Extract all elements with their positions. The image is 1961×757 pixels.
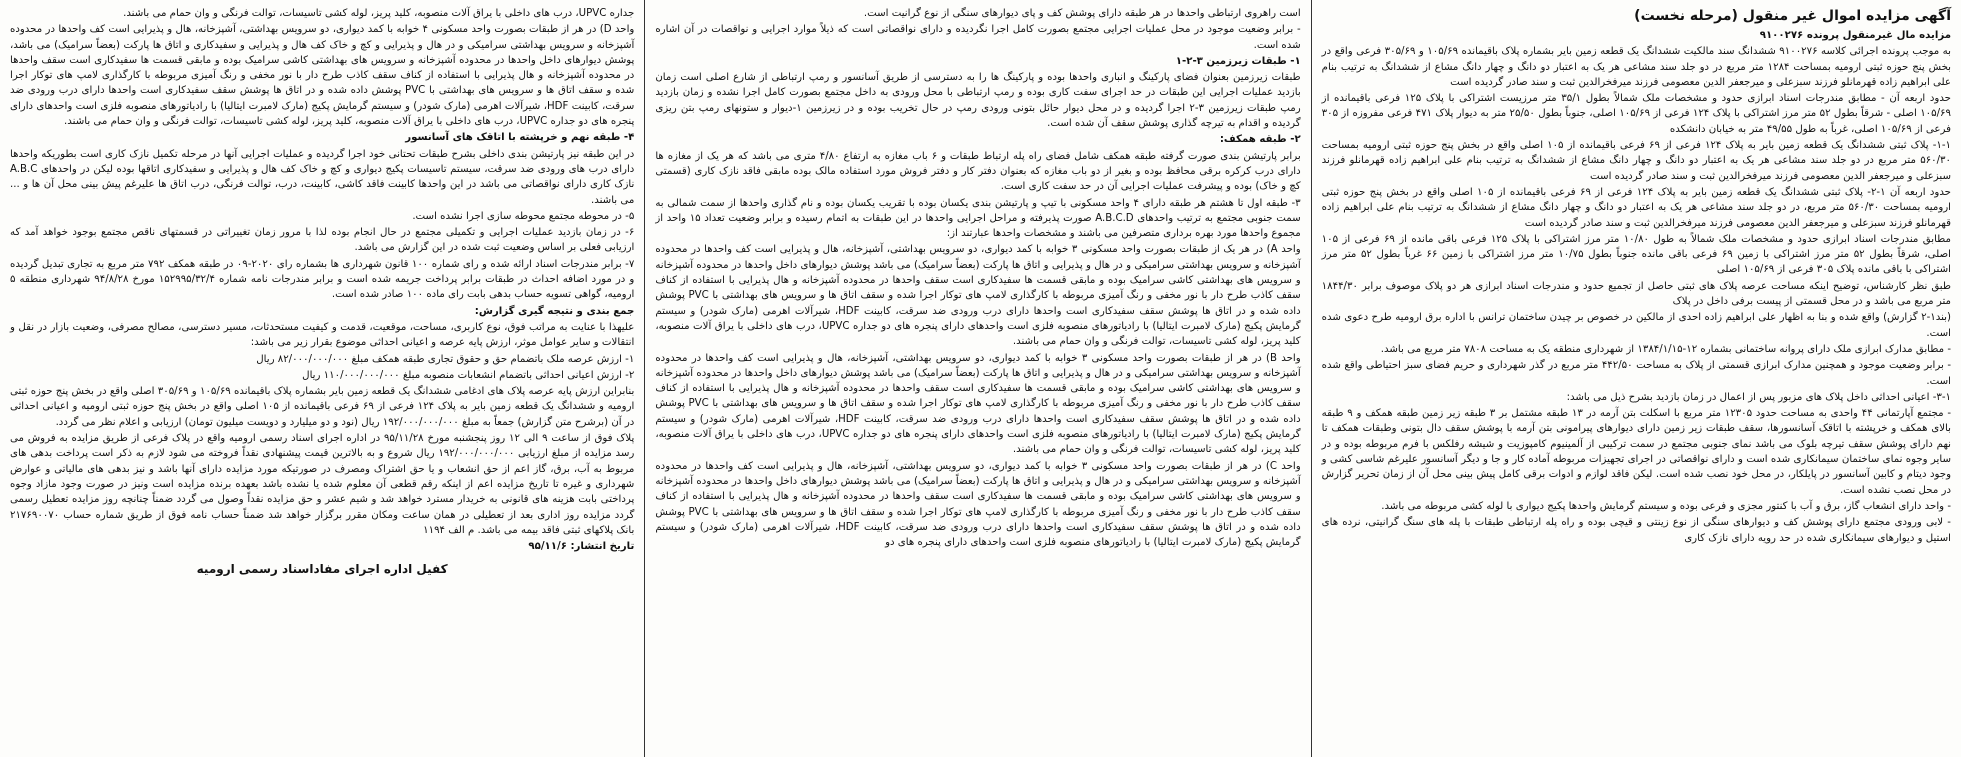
paragraph: واحد A) در هر یک از طبقات بصورت واحد مسکونی ۳ خوابه با کمد دیواری، دو سرویس بهداشتی، آشپزخانه، هال و پذیرایی است کف واحدها در محدوده آشپزخانه و سرویس بهداشتی سرامیکی و در هال و پذیرایی و اتاق ها پارکت (بعضاً سرامیک) می باشد پوشش دیوارهای داخل واحدها در محدوده آشپزخانه و سرویس های بهداشتی کاشی سرامیک بوده و مابقی قسمت ها سفیدکاری است سقف واحدها در محدوده آشپزخانه و هال پذیرایی با استفاده از کناف سقف کاذب طرح دار با نور مخفی و رنگ آمیزی مربوطه با کارگذاری لامپ های توکار اجرا شده و سقف اتاق ها و سرویس های بهداشتی با PVC پوشش داده شده و در اتاق ها پوشش سقف سفیدکاری است واحدها دارای درب ورودی ضد سرقت، کابینت HDF، شیرآلات اهرمی (مارک شودر) و سیستم گرمایش پکیج (مارک لامبرت ایتالیا) با رادیاتورهای منصوبه فلزی است واحدهای دارای پنجره های دو جداره UPVC، درب های داخلی با یراق آلات منصوبه، کلید پریز، لوله کشی تاسیسات، توالت فرنگی و وان حمام می باشند.: [655, 244, 1301, 348]
column-3: [0, 0, 644, 757]
paragraph: (بند۱-۲ گزارش) واقع شده و بنا به اظهار علی ابراهیم زاده احدی از مالکین در خصوص بر چیدن ساختمان ترانس با اداره برق ارومیه طرح دعوی شده است.: [1321, 312, 1951, 339]
paragraph: بنابراین ارزش پایه عرصه پلاک های ادغامی ششدانگ یک قطعه زمین بایر بشماره پلاک باقیمانده ۱۰۵/۶۹ و ۳۰۵/۶۹ اصلی واقع در بخش پنج حوزه ثبتی ارومیه و ششدانگ یک قطعه زمین بایر به پلاک ۱۲۴ فرعی از ۶۹ فرعی باقیمانده از ۱۰۵ اصلی واقع در بخش پنج حوزه ثبتی ارومیه و اعیانی احداثی در آن (برشرح متن گزارش) جمعاً به مبلغ ۱۹۲/۰۰۰/۰۰۰/۰۰۰ ریال (نود و دو میلیارد و دویست میلیون تومان) ارزیابی و اعلام نظر می گردد.: [9, 386, 635, 428]
paragraph: واحد D) در هر از طبقات بصورت واحد مسکونی ۴ خوابه با کمد دیواری، دو سرویس بهداشتی، آشپزخانه، هال و پذیرایی است کف واحدها در محدوده آشپزخانه و سرویس بهداشتی سرامیکی و در هال و پذیرایی و کچ و خاک کف هال و پذیرایی و سفیدکاری و اتاق ها پارکت (بعضاً سرامیک) می باشد، پوشش دیوارهای داخل واحدها در محدوده آشپزخانه و سرویس های بهداشتی کاشی سرامیک بوده و مابقی قسمت ها سفیدکاری است سقف واحدها در محدوده آشپزخانه و هال پذیرایی با استفاده از کناف سقف کاذب طرح دار با نور مخفی و رنگ آمیزی مربوطه با کارگذاری لامپ های توکار اجرا شده و سقف اتاق ها و سرویس های بهداشتی با PVC پوشش داده شده و در اتاق ها پوشش سقف سفیدکاری است واحدها دارای درب ورودی ضد سرقت، کابینت HDF، شیرآلات اهرمی (مارک شودر) و سیستم گرمایش پکیج (مارک لامبرت ایتالیا) با رادیاتورهای منصوبه فلزی است واحدهای دارای پنجره های دو جداره UPVC، درب های داخلی با یراق آلات منصوبه، کلید پریز، لوله کشی تاسیسات، توالت فرنگی و وان حمام می باشند.: [9, 24, 635, 128]
paragraph: ۱- ارزش عرصه ملک باتضمام حق و حقوق تجاری طبقه همکف مبلغ ۸۲/۰۰۰/۰۰۰/۰۰۰ ریال: [256, 353, 635, 365]
column-divider: [644, 0, 645, 757]
paragraph: ۶- در زمان بازدید عملیات اجرایی و تکمیلی مجتمع در حال انجام بوده لذا با مرور زمان تغییراتی در قسمتهای ناقص مجتمع بوجود خواهد آمد که ارزیابی فعلی بر اساس وضعیت ثبت شده در این گزارش می باشد.: [9, 227, 635, 254]
paragraph: برابر پارتیشن بندی صورت گرفته طبقه همکف شامل فضای راه پله ارتباط طبقات و ۶ باب مغازه به ارتفاع ۴/۸۰ متری می باشد که هر یک از مغازه ها دارای درب کرکره برقی محافظ بوده و بغیر از دو باب مغازه که بعنوان دفتر کار و دفتر فروش مورد استفاده مالک بوده مابقی فاقد نازک کاری (قسمتی کچ و خاک) بوده و پیشرفت عملیات اجرایی آن در حد سفت کاری است.: [655, 150, 1301, 193]
paragraph: به موجب پرونده اجرائی کلاسه ۹۱۰۰۲۷۶ ششدانگ سند مالکیت ششدانگ یک قطعه زمین بایر بشماره پلاک باقیمانده ۱۰۵/۶۹ و ۳۰۵/۶۹ فرعی واقع در بخش پنج حوزه ثبتی ارومیه بمساحت ۱۲۸۴ متر مربع در دو جلد سند مشاعی هر یک به اعتبار دو دانگ و چهار دانگ مشاع از ششدانگ به ترتیب بنام علی ابراهیم زاده قهرمانلو فرزند سبزعلی و میرجعفر الدین معصومی فرزند میرفخرالدین ثبت و سند صادر گردیده است: [1321, 46, 1951, 88]
publish-date: تاریخ انتشار: ۹۵/۱۱/۶: [528, 541, 635, 553]
section-heading: ۱- طبقات زیرزمین ۳-۲-۱: [1175, 55, 1301, 67]
section-heading: ۲- طبقه همکف:: [1219, 134, 1301, 146]
paragraph: جداره UPVC، درب های داخلی با یراق آلات منصوبه، کلید پریز، لوله کشی تاسیسات، توالت فرنگی و وان حمام می باشند.: [123, 8, 635, 19]
paragraph: ۲- ارزش اعیانی احداثی باتضمام انشعابات منصوبه مبلغ ۱۱۰/۰۰۰/۰۰۰/۰۰۰ ریال: [302, 369, 635, 381]
notice-title: آگهی مزایده اموال غیر منقول (مرحله نخست): [1634, 8, 1951, 24]
paragraph: است راهروی ارتباطی واحدها در هر طبقه دارای پوشش کف و پای دیوارهای سنگی از نوع گرانیت است.: [863, 8, 1301, 19]
paragraph: - برابر وضعیت موجود در محل عملیات اجرایی مجتمع بصورت کامل اجرا نگردیده و دارای نواقصاتی است که ذیلاً موارد اجرایی و نواقصات در آن اشاره شده است.: [655, 24, 1301, 51]
section-heading: ۴- طبقه نهم و خرپشته با اتاقک های آسانسور: [405, 132, 635, 144]
paragraph: طبق نظر کارشناس، توضیح اینکه مساحت عرصه پلاک های ثبتی حاصل از تجمیع حدود و مندرجات اسناد ابرازی هر دو پلاک موصوف برابر ۱۸۴۴/۳۰ متر مربع می باشد و در محل قسمتی از پیست برفی داخل در پلاک: [1321, 280, 1951, 308]
paragraph: - مجتمع آپارتمانی ۴۴ واحدی به مساحت حدود ۱۲۳۰۵ متر مربع با اسکلت بتن آرمه در ۱۳ طبقه مشتمل بر ۳ طبقه زیر زمین طبقه همکف و ۹ طبقه بالای همکف و خرپشته با اتاقک آسانسورها، سقف طبقات زیر زمین دارای دیوارهای پیرامونی بتن آرمه با پوشش سقف دال بتونی وطبقات همکف تا نهم دارای پوشش سقف تیرچه بلوک می باشد نمای جنوبی مجتمع در سمت ترکیبی از آلمینیوم کامپوزیت و شیشه رفلکس با فرم مربوطه بوده و در سایر وجوه نمای ساختمان سیمانکاری شده است و دارای نواقصاتی در اجرای تجهیزات مربوطه آماده کار و جا و دیگر آسانسور علیرغم شاسی کشی و وجود دیتام و کابین آسانسور در پایلکار، در محل خود نصب شده است. لیکن فاقد لوازم و ادوات برقی کامل پیش بینی محل آن از زمان تحریر گزارش در محل نصب نشده است.: [1321, 408, 1952, 496]
paragraph: ۳-۱- اعیانی احداثی داخل پلاک های مزبور پس از اعمال در زمان بازدید بشرح ذیل می باشد:: [1566, 391, 1951, 403]
paragraph: واحد B) در هر از طبقات بصورت واحد مسکونی ۳ خوابه با کمد دیواری، دو سرویس بهداشتی، آشپزخانه، هال و پذیرایی است کف واحدها در محدوده آشپزخانه و سرویس بهداشتی سرامیکی و در هال و پذیرایی و اتاق ها پارکت (بعضاً سرامیک) می باشد پوشش دیوارهای داخل واحدها در محدوده آشپزخانه و سرویس های بهداشتی کاشی سرامیک بوده و مابقی قسمت ها سفیدکاری است سقف واحدها در محدوده آشپزخانه و هال پذیرایی با استفاده از کناف سقف کاذب طرح دار با نور مخفی و رنگ آمیزی مربوطه با کارگذاری لامپ های توکار اجرا شده و سقف اتاق ها و سرویس های بهداشتی با PVC پوشش داده شده و در اتاق ها پوشش سقف سفیدکاری است واحدها دارای درب ورودی ضد سرقت، کابینت HDF، شیرآلات اهرمی (مارک شودر) و سیستم گرمایش پکیج (مارک لامبرت ایتالیا) با رادیاتورهای منصوبه فلزی است واحدهای دارای پنجره های دو جداره UPVC، درب های داخلی با یراق آلات منصوبه، کلید پریز، لوله کشی تاسیسات، توالت فرنگی و وان حمام می باشند.: [655, 352, 1301, 456]
signature: کفیل اداره اجرای مفاداسناد رسمی ارومیه: [196, 562, 448, 577]
column-2: [645, 0, 1310, 757]
paragraph: ۱-۱- پلاک ثبتی ششدانگ یک قطعه زمین بایر به پلاک ۱۲۴ فرعی از ۶۹ فرعی باقیمانده از ۱۰۵ اصلی واقع در بخش پنج حوزه ثبتی ارومیه بمساحت ۵۶۰/۳۰ متر مربع در دو جلد سند مشاعی هر یک به اعتبار دو دانگ و چهار دانگ مشاع از ششدانگ به ترتیب بنام علی ابراهیم زاده قهرمانلو فرزند سبزعلی و میرجعفر الدین معصومی فرزند میرفخرالدین ثبت و سند صادر گردیده است: [1321, 140, 1952, 182]
paragraph: - لابی ورودی مجتمع دارای پوشش کف و دیوارهای سنگی از نوع زینتی و قیچی بوده و راه پله ارتباطی طبقات با پله های سنگ گرانیتی، نرده های استیل و دیوارهای سیمانکاری شده در حد رویه دارای نازک کاری: [1321, 517, 1951, 544]
column-divider: [1311, 0, 1312, 757]
paragraph: ۵- در محوطه مجتمع محوطه سازی اجرا نشده است.: [412, 210, 635, 222]
file-number: مزایده مال غیرمنقول پرونده ۹۱۰۰۲۷۶: [1759, 30, 1951, 41]
paragraph: ۷- برابر مندرجات اسناد ارائه شده و رای شماره ۱۰۰ قانون شهرداری ها بشماره رای ۲۰۲۰-۰۹ در طبقه همکف ۷۹۲ متر مربع به تجاری تبدیل گردیده و در مورد اضافه احداث در طبقات برابر پرداخت جریمه شده است و برابر مندرجات نامه شماره ۱۵۲۹۹۵/۳۲/۴ مورخ ۹۴/۸/۲۸ شهرداری منطقه ۵ ارومیه، گواهی تسویه حساب بدهی بابت رای ماده ۱۰۰ صادر شده است.: [9, 258, 635, 301]
section-heading: جمع بندی و نتیجه گیری گزارش:: [474, 305, 635, 317]
paragraph: - برابر وضعیت موجود و همچنین مدارک ابرازی قسمتی از پلاک به مساحت ۴۴۲/۵۰ متر مربع در گذر شهرداری و حریم فضای سبز احتیاطی واقع شده است.: [1321, 360, 1952, 387]
paragraph: واحد C) در هر از طبقات بصورت واحد مسکونی ۳ خوابه با کمد دیواری، دو سرویس بهداشتی، آشپزخانه، هال و پذیرایی است کف واحدها در محدوده آشپزخانه و سرویس بهداشتی سرامیکی و در هال و پذیرایی و اتاق ها پارکت (بعضاً سرامیک) می باشد پوشش دیوارهای داخل واحدها در محدوده آشپزخانه و سرویس های بهداشتی کاشی سرامیک بوده و مابقی قسمت ها سفیدکاری است سقف واحدها در محدوده آشپزخانه و هال پذیرایی با استفاده از کناف سقف کاذب طرح دار با نور مخفی و رنگ آمیزی مربوطه با کارگذاری لامپ های توکار اجرا شده و سقف اتاق ها و سرویس های بهداشتی با PVC پوشش داده شده و در اتاق ها پوشش سقف سفیدکاری است واحدها دارای درب ورودی ضد سرقت، کابینت HDF، شیرآلات اهرمی (مارک شودر) و سیستم گرمایش پکیج (مارک لامبرت ایتالیا) با رادیاتورهای منصوبه فلزی است واحدهای دارای پنجره های دو: [655, 460, 1301, 549]
paragraph: مطابق مندرجات اسناد ابرازی حدود و مشخصات ملک شمالاً به طول ۱۰/۸۰ متر مرز اشتراکی با پلاک ۱۲۵ فرعی باقی مانده از ۶۹ فرعی از ۱۰۵ اصلی، شرقاً بطول ۵۲ متر مرز اشتراکی با زمین ۶۹ فرعی باقی مانده جنوباً بطول ۱۰/۷۵ متر مرز اشتراکی با زمین ۶۶ غرباً بطول ۵۲ متر مرز اشتراکی با باقی مانده پلاک ۳۰۵ فرعی از ۱۰۵/۶۹ اصلی: [1321, 233, 1951, 276]
paragraph: - واحد دارای انشعاب گاز، برق و آب با کنتور مجزی و فرعی بوده و سیستم گرمایش واحدها پکیج دیواری با لوله کشی مربوطه می باشد.: [1381, 500, 1951, 512]
paragraph: در این طبقه نیز پارتیشن بندی داخلی بشرح طبقات تحتانی خود اجرا گردیده و عملیات اجرایی آنها در مرحله تکمیل نازک کاری است بطوریکه واحدها دارای درب های ورودی ضد سرقت، سیستم تاسیسات پکیج دیواری و کچ و خاک کف هال و پذیرایی و سفیدکاری اتاقها بوده لیکن در واحدهای A.B.C نازک کاری دارای نواقصاتی می باشد در این واحدها کابینت فاقد کاشی، کابینت، درب، توالت فرنگی، درب اتاق ها علیرغم پیش بینی محل آن ها و ... می باشند.: [9, 148, 635, 206]
paragraph: علیهذا با عنایت به مراتب فوق، نوع کاربری، مساحت، موقعیت، قدمت و کیفیت مستحدثات، مسیر دسترسی، مصالح مصرفی، وضعیت بازار در نقل و انتقالات و سایر عوامل موثر، ارزش پایه عرصه و اعیانی احداثی موضوع بقرار زیر می باشد:: [9, 321, 635, 349]
paragraph: - مطابق مدارک ابرازی ملک دارای پروانه ساختمانی بشماره ۱۲-۱۳۸۴/۱/۱۵ از شهرداری منطقه یک به مساحت ۷۸۰۸ متر مربع می باشد.: [1380, 343, 1951, 355]
paragraph: پلاک فوق از ساعت ۹ الی ۱۲ روز پنجشنبه مورخ ۹۵/۱۱/۲۸ در اداره اجرای اسناد رسمی ارومیه واقع در پلاک فرعی از طریق مزایده به فروش می رسد مزایده از مبلغ ارزیابی ۱۹۲/۰۰۰/۰۰۰/۰۰۰ ریال شروع و به بالاترین قیمت پیشنهادی نقداً فروخته می شود لازم به ذکر است پرداخت بدهی های مربوط به آب، برق، گاز اعم از حق انشعاب و یا حق اشتراک ومصرف در صورتیکه مورد مزایده دارای آنها باشد و نیز بدهی های مالیاتی و عوارض شهرداری و غیره تا تاریخ مزایده اعم از اینکه رقم قطعی آن معلوم شده یا نشده باشد بعهده برنده مزایده است ونیز در صورت وجود مازاد وجوه پرداختی بابت هزینه های قانونی به خریدار مسترد خواهد شد و شیم عشر و حق مزایده نقداً وصول می گردد ضمناً چنانچه روز مزایده تعطیل رسمی گردد مزایده روز اداری بعد از تعطیلی در همان ساعت ومکان مقرر برگزار خواهد شد ضمناً حساب نامه فوق از طریق شماره حساب ۲۱۷۶۹۰۰۷۰ بانک پلاکهای ثبتی فاقد بیمه می باشد. م الف ۱۱۹۴: [9, 433, 635, 536]
paragraph: ۳- طبقه اول تا هشتم هر طبقه دارای ۴ واحد مسکونی با تیپ و پارتیشن بندی یکسان بوده با تقریب یکسان بوده و نام گذاری واحدها از سمت شمالی به سمت جنوبی مجتمع به ترتیب واحدهای A.B.C.D صورت پذیرفته و مراحل اجرایی واحدها در این طبقات به اتمام رسیده و برابر وضعیت تعداد ۱۵ واحد از مجموع واحدها مورد بهره برداری متصرفین می باشند و مشخصات واحدها عبارتند از:: [655, 197, 1301, 240]
paragraph: طبقات زیرزمین بعنوان فضای پارکینگ و انباری واحدها بوده و پارکینگ ها را به دسترسی از طریق آسانسور و رمپ ارتباطی از شارع اصلی است زمان بازدید عملیات اجرایی این طبقات در حد اجرای سفت کاری بوده و رمپ ارتباطی با محل ورودی به داخل مجتمع بصورت کامل اجرا نشده و زمان بازدید رمپ طبقات زیرزمین ۳-۲ اجرا گردیده و در محل دیوار حائل بتونی ورودی رمپ در حال تخریب بوده و در زیرزمین ۱-دیوار و ستونهای رمپ بتن ریزی گردیده و اقدام به تیرچه گذاری پوشش سقف آن شده است.: [655, 72, 1301, 130]
column-1: [1312, 0, 1961, 757]
paragraph: حدود اربعه آن ۱-۲- پلاک ثبتی ششدانگ یک قطعه زمین بایر به پلاک ۱۲۴ فرعی از ۶۹ فرعی باقیمانده از ۱۰۵ اصلی واقع در بخش پنج حوزه ثبتی ارومیه بمساحت ۵۶۰/۳۰ متر مربع، در دو جلد سند مشاعی هر یک به اعتبار دو دانگ و چهار دانگ مشاع از ششدانگ به ترتیب بنام علی ابراهیم زاده قهرمانلو فرزند سبزعلی و میرجعفر الدین معصومی فرزند میرفخرالدین ثبت و سند صادر گردیده است: [1321, 186, 1951, 229]
paragraph: حدود اربعه آن - مطابق مندرجات اسناد ابرازی حدود و مشخصات ملک شمالاً بطول ۳۵/۱ متر مرزیست اشتراکی با پلاک ۱۲۵ فرعی باقیمانده از ۱۰۵/۶۹ اصلی - شرقاً بطول ۵۲ متر مرز اشتراکی با پلاک ۱۲۴ فرعی از ۱۰۵/۶۹ اصلی، جنوباً بطول ۲۵/۵۰ متر به دیوار پلاک ۴۷۱ فرعی مفروزه از ۳۰۵ فرعی از ۱۰۵/۶۹ اصلی، غرباً به طول ۴۹/۵۵ متر به خیابان دانشکده: [1321, 93, 1951, 135]
